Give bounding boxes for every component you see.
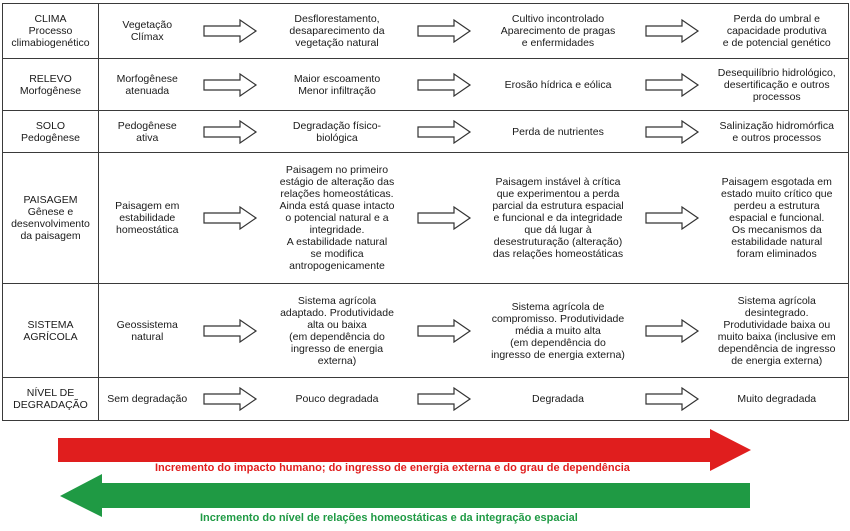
stage-3-cell-line: espacial e funcional. <box>729 212 825 224</box>
stage-2-cell-line: compromisso. Produtividade <box>491 312 625 325</box>
stage-1-cell-line: antropogenicamente <box>289 260 385 272</box>
stage-2-cell-line: Degradada <box>532 393 584 405</box>
factor-cell-line: SISTEMA <box>27 318 74 331</box>
stage-2-cell-line: e enfermidades <box>521 37 595 49</box>
stage-2-cell-line: e funcional e da integridade <box>493 212 623 224</box>
stage-1-cell-line: Menor infiltração <box>298 84 376 97</box>
factor-cell-line: climabiogenético <box>11 37 90 49</box>
initial-state-cell-line: atenuada <box>125 84 170 97</box>
initial-state-cell-line: Clímax <box>130 31 164 43</box>
stage-1-cell-line: biológica <box>316 131 358 144</box>
initial-state-cell-line: homeostática <box>116 224 179 236</box>
factor-cell-line: da paisagem <box>20 230 81 242</box>
stage-3-cell-line: estabilidade natural <box>731 236 823 248</box>
stage-1-cell-line: vegetação natural <box>295 37 379 49</box>
factor-cell-line: PAISAGEM <box>23 194 78 206</box>
stage-1-cell-line: Maior escoamento <box>293 72 381 85</box>
factor-cell-line: Pedogênese <box>21 131 80 144</box>
stage-3-cell-line: Desequilíbrio hidrológico, <box>717 66 836 79</box>
initial-state-cell-line: Sem degradação <box>107 393 188 405</box>
initial-state-cell-line: Vegetação <box>122 19 173 31</box>
stage-3-cell-line: processos <box>752 90 801 103</box>
factor-cell-line: SOLO <box>35 119 66 132</box>
factor-cell-line: NÍVEL DE <box>26 387 75 399</box>
factor-cell-line: DEGRADAÇÃO <box>13 399 88 411</box>
initial-state-cell-line: Geossistema <box>116 318 178 331</box>
stage-2-cell-line: Aparecimento de pragas <box>500 25 616 37</box>
stage-1-cell-line: A estabilidade natural <box>286 236 388 248</box>
stage-2-cell-line: Erosão hídrica e eólica <box>504 78 612 91</box>
stage-2-cell-line: Sistema agrícola de <box>511 300 605 313</box>
stage-1-cell-line: o potencial natural e a <box>285 212 389 224</box>
initial-state-cell-line: ativa <box>136 131 159 144</box>
stage-1-cell-line: relações homeostáticas. <box>280 188 394 200</box>
stage-3-cell-line: Perda do umbral e <box>733 13 820 25</box>
factor-cell-line: Gênese e <box>27 206 74 218</box>
stage-3-cell-line: muito baixa (inclusive em <box>717 330 836 343</box>
stage-3-cell-line: Paisagem esgotada em <box>721 176 832 188</box>
stage-1-cell-line: Ainda está quase intacto <box>279 200 395 212</box>
stage-3-cell-line: Salinização hidromórfica <box>719 119 834 132</box>
stage-1-cell-line: externa) <box>317 354 357 367</box>
initial-state-cell-line: Morfogênese <box>116 72 178 85</box>
stage-2-cell-line: parcial da estrutura espacial <box>492 200 624 212</box>
stage-1-cell-line: Desflorestamento, <box>294 13 380 25</box>
stage-1-cell-line: ingresso de energia <box>290 342 384 355</box>
stage-3-cell-line: perdeu a estrutura <box>733 200 820 212</box>
stage-2-cell-line: que experimentou a perda <box>496 188 620 200</box>
stage-1-cell-line: desaparecimento da <box>289 25 385 37</box>
stage-3-cell-line: dependência de ingresso <box>718 342 836 355</box>
stage-2-cell-line: Cultivo incontrolado <box>511 13 605 25</box>
stage-3-cell-line: estado muito crítico que <box>721 188 833 200</box>
stage-3-cell-line: foram eliminados <box>736 248 817 260</box>
initial-state-cell-line: Paisagem em <box>115 200 180 212</box>
stage-3-cell-line: desertificação e outros <box>723 78 830 91</box>
stage-1-cell-line: estágio de alteração das <box>279 176 395 188</box>
green-arrow-caption: Incremento do nível de relações homeostáticas e da integração espacial <box>200 512 578 524</box>
stage-1-cell-line: Degradação físico- <box>292 119 382 132</box>
stage-1-cell-line: Sistema agrícola <box>297 294 377 307</box>
stage-2-cell-line: (em dependência do <box>510 336 606 349</box>
factor-cell-line: AGRÍCOLA <box>23 330 78 343</box>
stage-1-cell-line: Pouco degradada <box>295 393 379 405</box>
factor-cell-line: Morfogênese <box>19 84 82 97</box>
factor-cell-line: RELEVO <box>29 72 72 85</box>
stage-3-cell-line: Sistema agrícola <box>737 294 816 307</box>
stage-1-cell-line: Paisagem no primeiro <box>285 164 389 176</box>
red-arrow-caption: Incremento do impacto humano; do ingresso de energia externa e do grau de dependência <box>155 462 630 474</box>
stage-1-cell-line: integridade. <box>309 224 365 236</box>
stage-1-cell-line: se modifica <box>310 248 364 260</box>
stage-3-cell-line: Produtividade baixa ou <box>723 318 831 331</box>
stage-2-cell-line: das relações homeostáticas <box>492 248 624 260</box>
stage-3-cell-line: capacidade produtiva <box>726 25 827 37</box>
factor-cell-line: Processo <box>28 25 73 37</box>
initial-state-cell-line: natural <box>131 330 164 343</box>
stage-2-cell-line: desestruturação (alteração) <box>493 236 623 248</box>
stage-3-cell-line: e outros processos <box>732 131 822 144</box>
stage-2-cell-line: que dá lugar à <box>524 224 592 236</box>
stage-2-cell-line: Perda de nutrientes <box>512 125 604 138</box>
stage-3-cell-line: Os mecanismos da <box>731 224 822 236</box>
stage-1-cell-line: adaptado. Produtividade <box>280 306 394 319</box>
stage-1-cell-line: alta ou baixa <box>307 318 367 331</box>
stage-3-cell-line: Muito degradada <box>737 393 817 405</box>
initial-state-cell-line: estabilidade <box>119 212 176 224</box>
stage-2-cell-line: média a muito alta <box>515 324 601 337</box>
initial-state-cell-line: Pedogênese <box>117 119 177 132</box>
stage-3-cell-line: de energia externa) <box>731 354 823 367</box>
stage-2-cell-line: ingresso de energia externa) <box>491 348 625 361</box>
factor-cell-line: CLIMA <box>34 13 67 25</box>
stage-3-cell-line: desintegrado. <box>744 306 809 319</box>
stage-1-cell-line: (em dependência do <box>289 330 385 343</box>
green-arrow <box>60 474 750 517</box>
factor-cell-line: desenvolvimento <box>11 218 90 230</box>
stage-3-cell-line: e de potencial genético <box>722 37 831 49</box>
stage-2-cell-line: Paisagem instável à crítica <box>495 176 621 188</box>
